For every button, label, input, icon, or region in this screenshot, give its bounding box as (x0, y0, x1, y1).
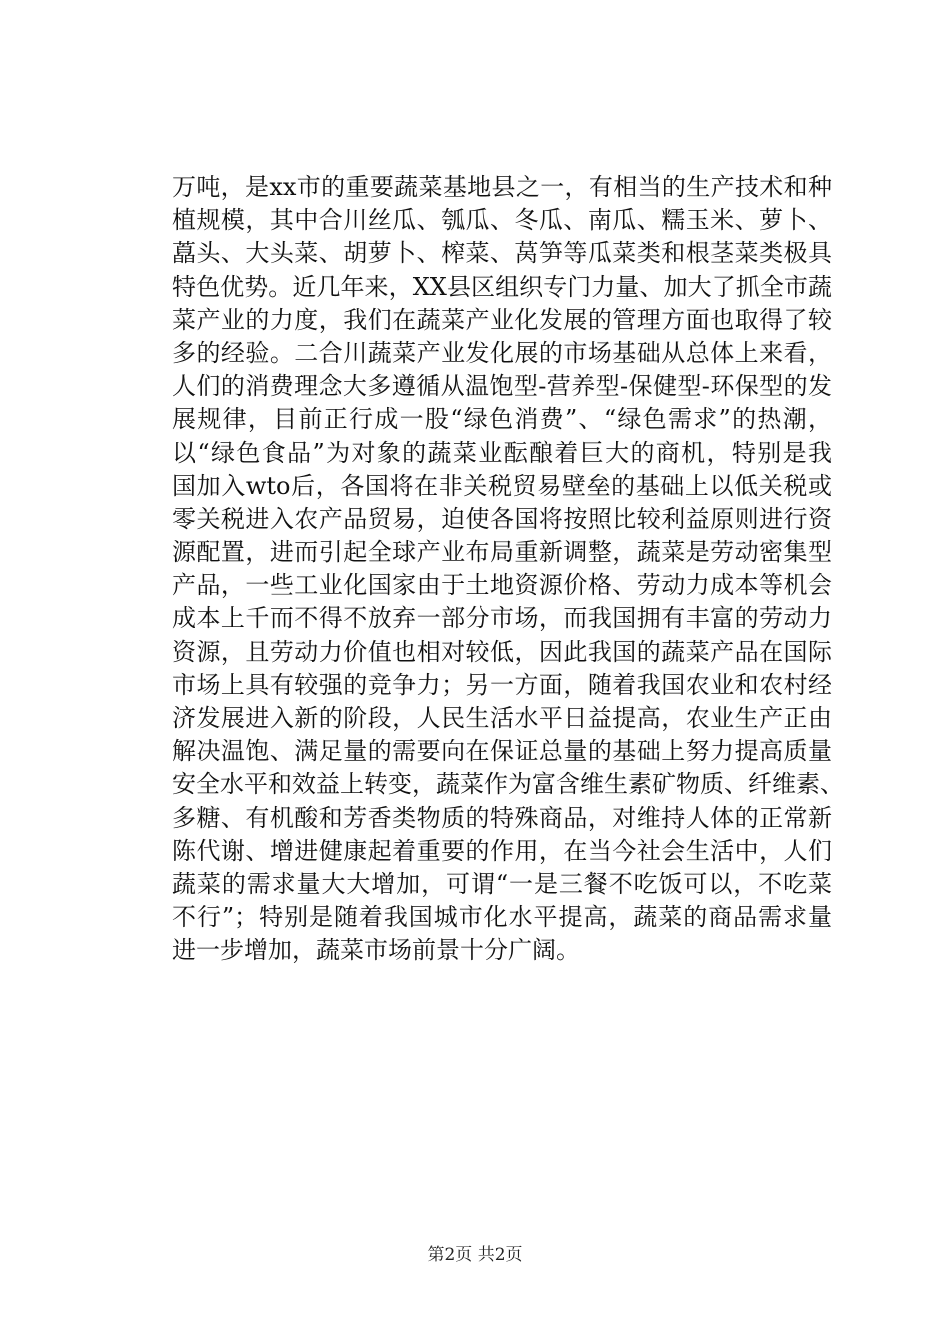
text-line: 万吨，是xx市的重要蔬菜基地县之一，有相当的生产技术和种 (172, 173, 832, 201)
text-line: 藠头、大头菜、胡萝卜、榨菜、莴笋等瓜菜类和根茎菜类极具 (172, 239, 832, 268)
text-line: 植规模，其中合川丝瓜、瓠瓜、冬瓜、南瓜、糯玉米、萝卜、 (172, 206, 832, 235)
text-line: 资源，且劳动力价值也相对较低，因此我国的蔬菜产品在国际 (172, 637, 832, 666)
text-line: 不行”；特别是随着我国城市化水平提高，蔬菜的商品需求量 (172, 903, 832, 932)
text-line: 济发展进入新的阶段，人民生活水平日益提高，农业生产正由 (172, 704, 832, 732)
text-line: 成本上千而不得不放弃一部分市场，而我国拥有丰富的劳动力 (172, 604, 832, 633)
text-line: 源配置，进而引起全球产业布局重新调整，蔬菜是劳动密集型 (172, 538, 832, 567)
text-line: 市场上具有较强的竞争力；另一方面，随着我国农业和农村经 (172, 670, 832, 699)
text-line: 展规律，目前正行成一股“绿色消费”、“绿色需求”的热潮， (172, 405, 832, 434)
text-line: 陈代谢、增进健康起着重要的作用，在当今社会生活中，人们 (172, 836, 832, 865)
text-line: 多的经验。二合川蔬菜产业发化展的市场基础从总体上来看， (172, 338, 832, 367)
text-line: 安全水平和效益上转变，蔬菜作为富含维生素矿物质、纤维素、 (172, 770, 844, 799)
text-line: 解决温饱、满足量的需要向在保证总量的基础上努力提高质量 (172, 737, 832, 766)
text-line: 特色优势。近几年来，XX县区组织专门力量、加大了抓全市蔬 (172, 272, 832, 301)
text-line: 多糖、有机酸和芳香类物质的特殊商品，对维持人体的正常新 (172, 803, 832, 832)
text-line: 蔬菜的需求量大大增加，可谓“一是三餐不吃饭可以，不吃菜 (172, 869, 832, 898)
body-paragraph (172, 171, 844, 968)
text-line: 国加入wto后，各国将在非关税贸易壁垒的基础上以低关税或 (172, 471, 832, 500)
text-line: 以“绿色食品”为对象的蔬菜业酝酿着巨大的商机，特别是我 (172, 438, 832, 467)
text-line: 进一步增加，蔬菜市场前景十分广阔。 (172, 936, 580, 965)
text-line: 人们的消费理念大多遵循从温饱型-营养型-保健型-环保型的发 (172, 372, 832, 401)
text-line: 产品，一些工业化国家由于土地资源价格、劳动力成本等机会 (172, 571, 832, 600)
page-number-footer: 第2页 共2页 (427, 1245, 523, 1265)
text-line: 菜产业的力度，我们在蔬菜产业化发展的管理方面也取得了较 (172, 305, 832, 334)
text-line: 零关税进入农产品贸易，迫使各国将按照比较利益原则进行资 (172, 504, 832, 533)
